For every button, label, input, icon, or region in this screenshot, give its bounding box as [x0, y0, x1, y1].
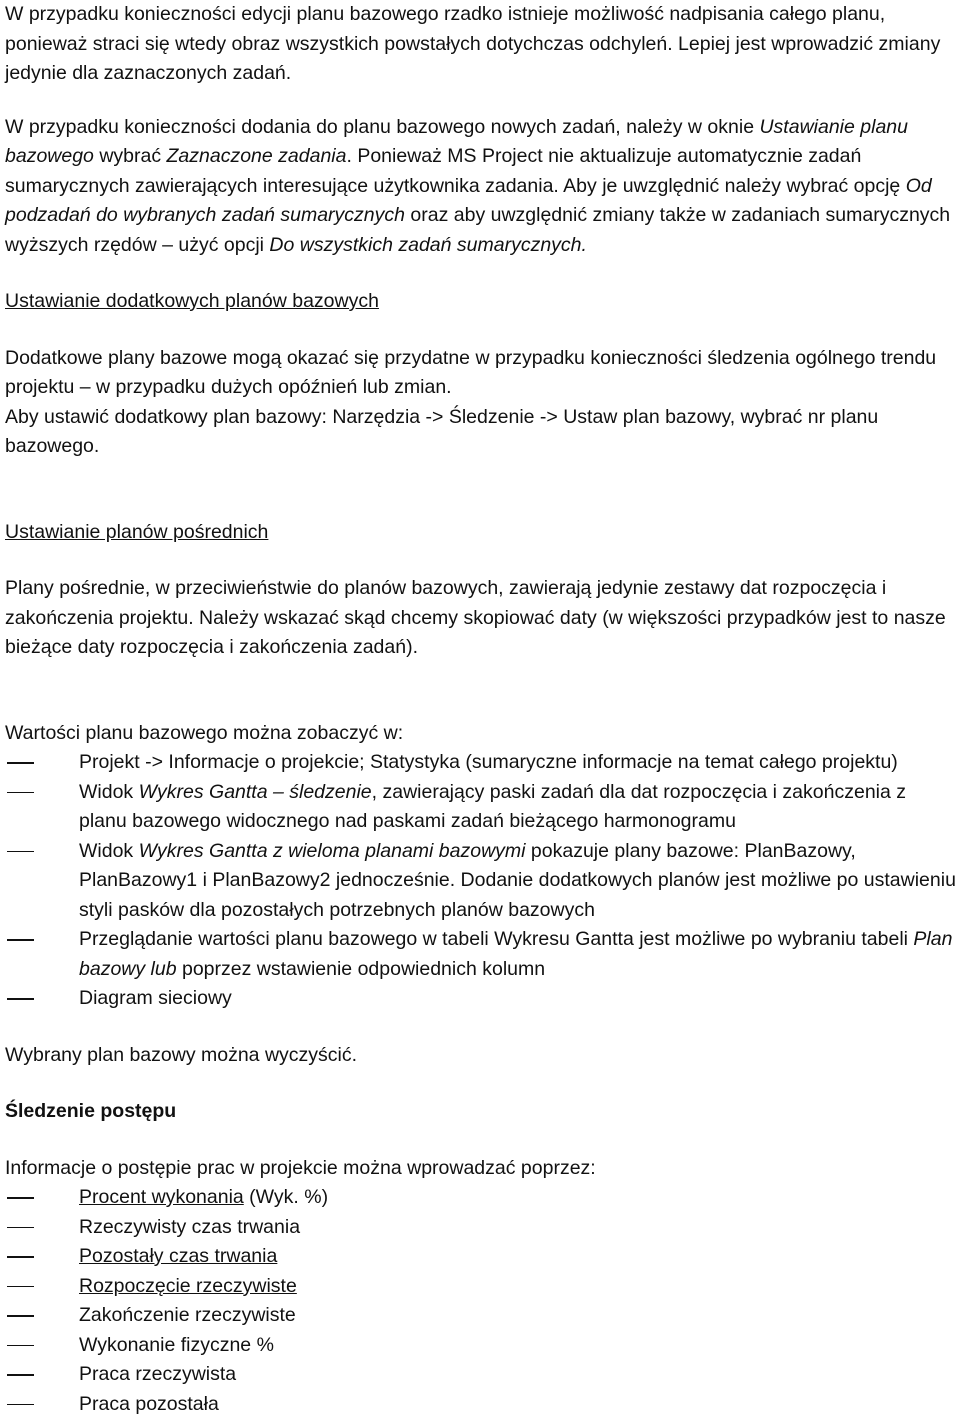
heading-interim-plans: Ustawianie planów pośrednich	[5, 520, 269, 543]
text-run: Widok	[79, 780, 139, 803]
italic-run: Wykres Gantta z wieloma planami bazowymi	[138, 839, 526, 862]
list-item	[5, 1390, 957, 1420]
progress-inputs-list	[5, 1183, 957, 1419]
document-body	[5, 0, 957, 1419]
underlined-run: Procent wykonania	[79, 1186, 244, 1208]
heading-progress-tracking: Śledzenie postępu	[5, 1100, 177, 1122]
paragraph-clear-baseline: Wybrany plan bazowy można wyczyścić.	[5, 1043, 358, 1066]
list-item	[5, 1242, 957, 1272]
list-item	[5, 1213, 957, 1243]
italic-run: Ustawianie planu bazowego	[5, 115, 908, 167]
list-item	[5, 984, 957, 1014]
list-item	[5, 1331, 957, 1361]
list-item-text: Praca pozostała	[79, 1392, 219, 1415]
paragraph-interim-plans: Plany pośrednie, w przeciwieństwie do planów bazowych, zawierają jedynie zestawy dat rozpoczęcia i zakończenia projektu. Należy wskazać skąd chcemy skopiować daty (w większości przypadków jest to nasze bieżące daty rozpoczęcia i zakończenia zadań).	[5, 577, 946, 658]
list-item	[5, 1301, 957, 1331]
italic-run: Od podzadań do wybranych zadań sumarycznych	[5, 174, 932, 226]
underlined-run: Pozostały czas trwania	[79, 1245, 278, 1267]
heading-additional-baselines: Ustawianie dodatkowych planów bazowych	[5, 290, 379, 312]
baseline-views-list	[5, 748, 957, 1014]
text-run: (Wyk. %)	[243, 1186, 329, 1208]
italic-run: Zaznaczone zadania	[166, 145, 347, 167]
text-run: Widok	[79, 839, 139, 862]
text-run: , zawierający paski zadań dla dat rozpoczęcia i zakończenia z planu bazowego widocznego nad paskami zadań bieżącego harmonogramu	[79, 780, 907, 832]
list-item	[5, 778, 957, 837]
italic-run: Wykres Gantta – śledzenie	[138, 780, 372, 803]
list-item-text: Diagram sieciowy	[79, 987, 232, 1009]
list-item-text: Zakończenie rzeczywiste	[79, 1304, 296, 1326]
paragraph-additional-baselines: Dodatkowe plany bazowe mogą okazać się przydatne w przypadku konieczności śledzenia ogólnego trendu projektu – w przypadku dużych opóźnień lub zmian.	[5, 346, 937, 398]
text-run: W przypadku konieczności dodania do planu bazowego nowych zadań, należy w oknie	[5, 115, 760, 138]
list-item	[5, 1360, 957, 1390]
text-run: wybrać	[93, 145, 167, 167]
paragraph-progress-intro: Informacje o postępie prac w projekcie można wprowadzać poprzez:	[5, 1156, 596, 1179]
list-item-text: Rzeczywisty czas trwania	[79, 1215, 301, 1238]
paragraph-set-additional-baseline: Aby ustawić dodatkowy plan bazowy: Narzędzia -> Śledzenie -> Ustaw plan bazowy, wybrać nr planu bazowego.	[5, 405, 879, 457]
paragraph-edit-baseline: W przypadku konieczności edycji planu bazowego rzadko istnieje możliwość nadpisania całego planu, ponieważ straci się wtedy obraz wszystkich powstałych dotychczas odchyleń. Lepiej jest wprowadzić zmiany jedynie dla zaznaczonych zadań.	[5, 3, 941, 84]
paragraph-baseline-values-intro: Wartości planu bazowego można zobaczyć w:	[5, 721, 404, 744]
italic-run: Do wszystkich zadań sumarycznych.	[269, 233, 587, 256]
list-item	[5, 1272, 957, 1302]
list-item	[5, 1183, 957, 1213]
list-item	[5, 925, 957, 984]
text-run: poprzez wstawienie odpowiednich kolumn	[176, 957, 546, 980]
list-item-text: Praca rzeczywista	[79, 1363, 237, 1385]
text-run: oraz aby uwzględnić zmiany także w zadaniach sumarycznych wyższych rzędów – użyć opcji	[5, 204, 951, 256]
text-run: pokazuje plany bazowe: PlanBazowy, PlanBazowy1 i PlanBazowy2 jednocześnie. Dodanie dodatkowych planów jest możliwe po ustawieniu styli pasków dla pozostałych potrzebnych planów bazowych	[79, 839, 956, 921]
paragraph-add-tasks	[5, 113, 957, 261]
underlined-run: Rozpoczęcie rzeczywiste	[79, 1274, 297, 1297]
list-item	[5, 748, 957, 778]
text-run: Przeglądanie wartości planu bazowego w tabeli Wykresu Gantta jest możliwe po wybraniu tabeli	[79, 928, 914, 950]
list-item-text: Projekt -> Informacje o projekcie; Statystyka (sumaryczne informacje na temat całego projektu)	[79, 751, 898, 773]
italic-run: Plan bazowy lub	[79, 928, 953, 980]
list-item	[5, 837, 957, 926]
text-run: . Ponieważ MS Project nie aktualizuje automatycznie zadań sumarycznych zawierających interesujące użytkownika zadania. Aby je uwzględnić należy wybrać opcję	[5, 145, 906, 197]
list-item-text: Wykonanie fizyczne %	[79, 1333, 274, 1356]
